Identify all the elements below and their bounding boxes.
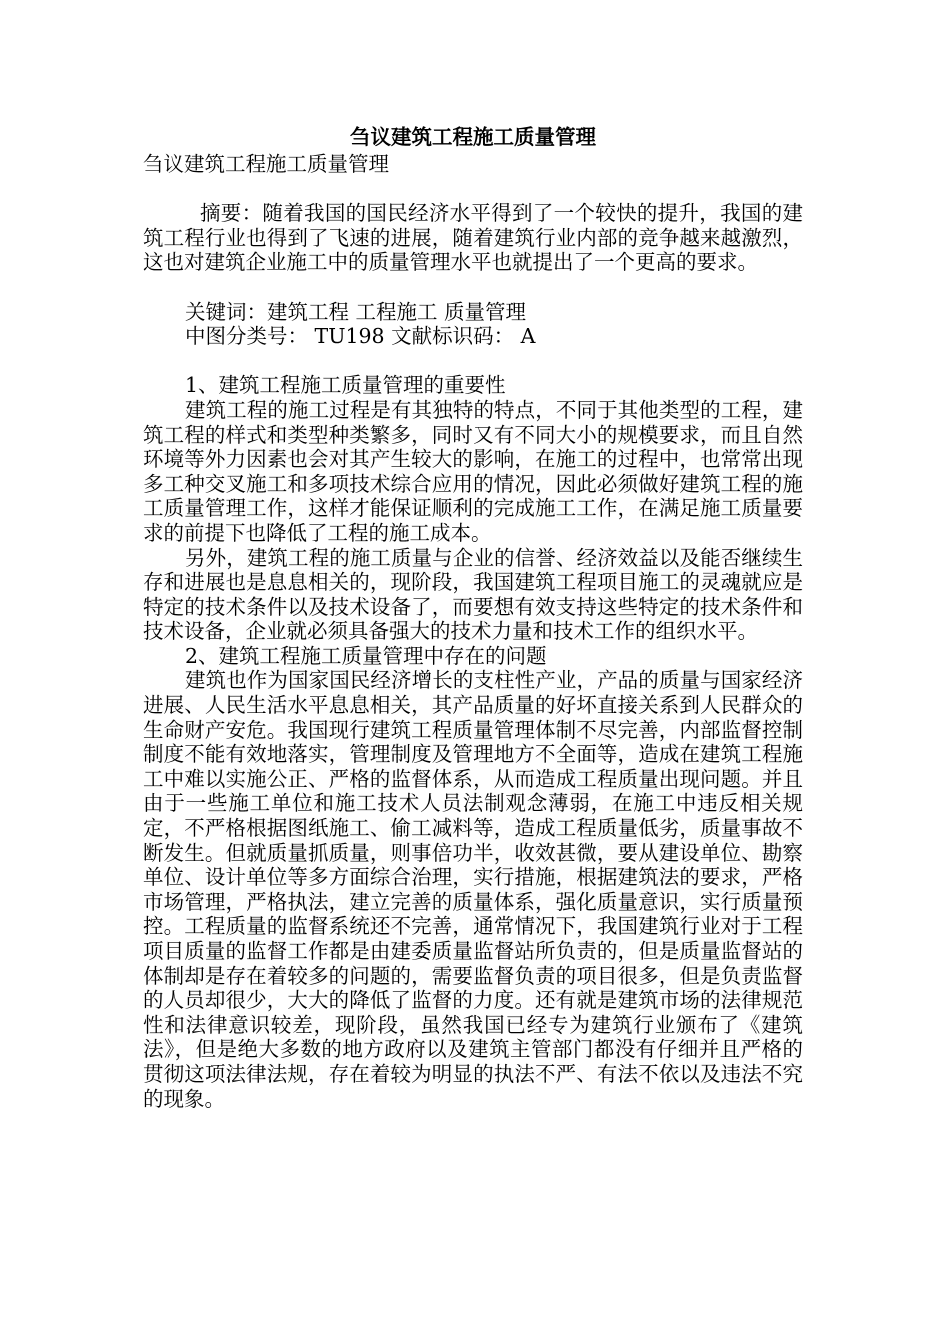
section-2-heading: 2、建筑工程施工质量管理中存在的问题 — [185, 643, 547, 668]
section-2-paragraph-1: 建筑也作为国家国民经济增长的支柱性产业，产品的质量与国家经济进展、人民生活水平息息相关，其产品质量的好坏直接关系到人民群众的生命财产安危。我国现行建筑工程质量管理体制不尽完善，内部监督控制制度不能有效地落实，管理制度及管理地方不全面等，造成在建筑工程施工中难以实施公正、严格的监督体系，从而造成工程质量出现问题。并且由于一些施工单位和施工技术人员法制观念薄弱，在施工中违反相关规定，不严格根据图纸施工、偷工减料等，造成工程质量低劣，质量事故不断发生。但就质量抓质量，则事倍功半，收效甚微，要从建设单位、勘察单位、设计单位等多方面综合治理，实行措施，根据建筑法的要求，严格市场管理，严格执法，建立完善的质量体系，强化质量意识，实行质量预控。工程质量的监督系统还不完善，通常情况下，我国建筑行业对于工程项目质量的监督工作都是由建委质量监督站所负责的，但是质量监督站的体制却是存在着较多的问题的，需要监督负责的项目很多，但是负责监督的人员却很少，大大的降低了监督的力度。还有就是建筑市场的法律规范性和法律意识较差，现阶段，虽然我国已经专为建筑行业颁布了《建筑法》，但是绝大多数的地方政府以及建筑主管部门都没有仔细并且严格的贯彻这项法律法规，存在着较为明显的执法不严、有法不依以及违法不究的现象。 — [143, 668, 803, 1111]
section-1-paragraph-2: 另外，建筑工程的施工质量与企业的信誉、经济效益以及能否继续生存和进展也是息息相关的，现阶段，我国建筑工程项目施工的灵魂就应是特定的技术条件以及技术设备了，而要想有效支持这些特定的技术条件和技术设备，企业就必须具备强大的技术力量和技术工作的组织水平。 — [143, 545, 803, 644]
section-1-paragraph-1: 建筑工程的施工过程是有其独特的特点，不同于其他类型的工程，建筑工程的样式和类型种类繁多，同时又有不同大小的规模要求，而且自然环境等外力因素也会对其产生较大的影响，在施工的过程中，也常常出现多工种交叉施工和多项技术综合应用的情况，因此必须做好建筑工程的施工质量管理工作，这样才能保证顺利的完成施工工作，在满足施工质量要求的前提下也降低了工程的施工成本。 — [143, 397, 803, 545]
section-1-heading: 1、建筑工程施工质量管理的重要性 — [185, 373, 506, 398]
document-body — [143, 122, 803, 1111]
keywords-line: 关键词：建筑工程 工程施工 质量管理 — [185, 299, 527, 324]
classification-line: 中图分类号： TU198 文献标识码： A — [185, 324, 536, 349]
spacer — [143, 177, 803, 202]
spacer — [143, 275, 803, 300]
document-subtitle: 刍议建筑工程施工质量管理 — [143, 152, 389, 176]
spacer — [143, 349, 803, 374]
abstract-paragraph: 摘要：随着我国的国民经济水平得到了一个较快的提升，我国的建筑工程行业也得到了飞速的进展，随着建筑行业内部的竞争越来越激烈，这也对建筑企业施工中的质量管理水平也就提出了一个更高的要求。 — [143, 201, 803, 275]
document-title: 刍议建筑工程施工质量管理 — [350, 125, 596, 149]
